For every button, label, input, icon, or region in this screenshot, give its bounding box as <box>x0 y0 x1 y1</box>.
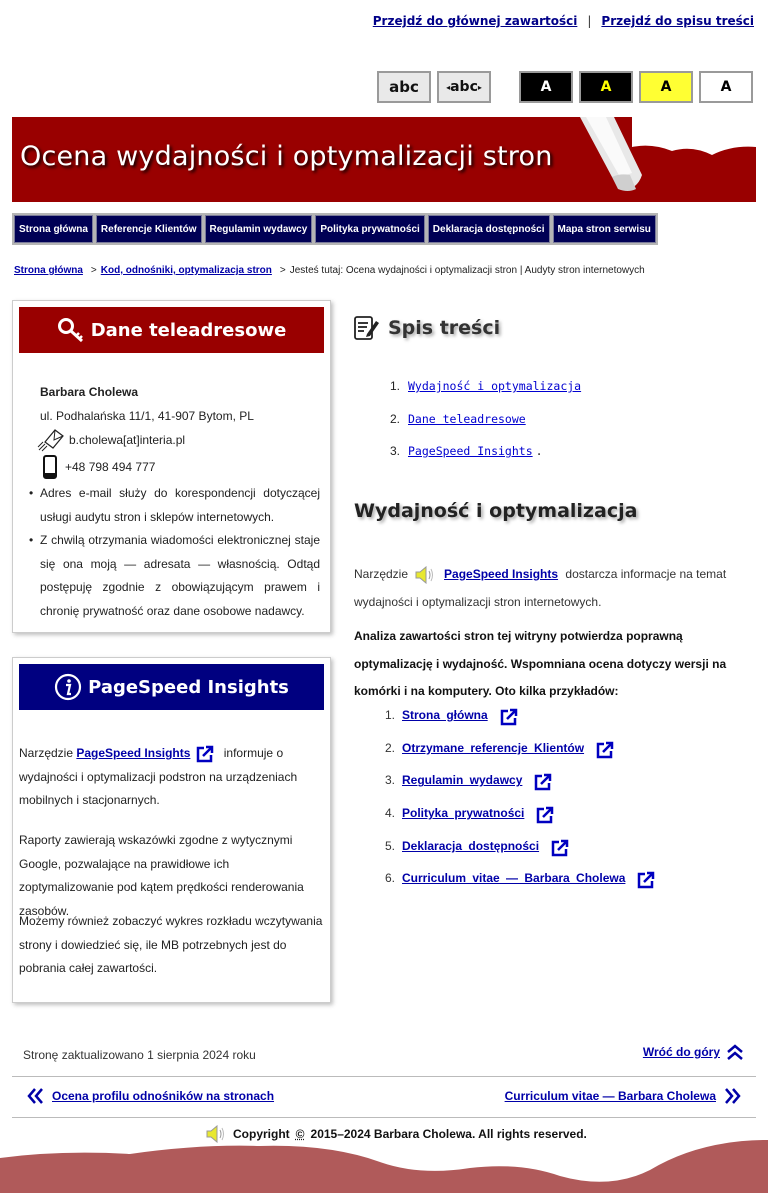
example-number: 3. <box>385 773 396 788</box>
nav-item-privacy[interactable]: Polityka prywatności <box>315 215 424 243</box>
phone-icon <box>43 455 57 479</box>
toc-number: 3. <box>390 444 401 458</box>
breadcrumb-home[interactable]: Strona główna <box>14 265 83 276</box>
key-icon <box>57 317 85 343</box>
accessibility-toolbar <box>377 71 753 103</box>
envelope-send-icon <box>37 428 65 452</box>
external-link-icon[interactable] <box>637 871 655 889</box>
examples-list <box>385 708 655 904</box>
example-number: 4. <box>385 806 396 821</box>
contact-notes <box>40 482 320 623</box>
breadcrumb-separator: > <box>90 265 97 276</box>
double-chevron-left-icon[interactable] <box>26 1087 44 1105</box>
example-link[interactable]: Regulamin wydawcy <box>402 773 523 788</box>
toc-item <box>390 444 581 477</box>
next-page-link[interactable]: Curriculum vitae — Barbara Cholewa <box>504 1089 716 1103</box>
pagespeed-box-title: PageSpeed Insights <box>88 676 289 698</box>
contact-phone <box>43 455 155 479</box>
footer-divider <box>12 1076 756 1077</box>
example-item <box>385 839 655 872</box>
copyright-label: Copyright <box>233 1127 290 1141</box>
example-number: 2. <box>385 740 396 755</box>
contrast-yellow-on-black-button[interactable] <box>579 71 633 103</box>
contact-note: • Z chwilą otrzymania wiadomości elektronicznej staje się ona moją — adresata — własnością. Odtąd postępuję zgodnie z obowiązującym prawem i chronię prywatność oraz dane osobowe nadawcy. <box>40 529 320 623</box>
back-to-top <box>643 1044 744 1060</box>
example-link[interactable]: Otrzymane referencje Klientów <box>402 740 585 755</box>
contact-address: ul. Podhalańska 11/1, 41-907 Bytom, PL <box>40 409 254 423</box>
copyright-text: 2015–2024 Barbara Cholewa. All rights reserved. <box>310 1127 587 1141</box>
toc-title: Spis treści <box>388 317 501 339</box>
pagespeed-box-header <box>19 664 324 710</box>
toc-suffix: . <box>535 444 543 458</box>
section-text: Narzędzie <box>354 567 409 581</box>
example-number: 1. <box>385 708 396 722</box>
letter-spacing-button[interactable] <box>437 71 491 103</box>
letter-spacing-label: abc <box>450 79 478 95</box>
external-link-icon[interactable] <box>551 839 569 857</box>
arrow-right-icon: ▸ <box>477 82 482 92</box>
header-banner <box>12 117 756 202</box>
external-link-icon[interactable] <box>534 773 552 791</box>
breadcrumb <box>14 265 645 276</box>
toc-heading <box>354 316 500 340</box>
pagespeed-paragraph: Możemy również zobaczyć wykres rozkładu wczytywania strony i dowiedzieć się, ile MB potrzebnych jest do pobrania całej zawartości. <box>19 914 323 975</box>
info-icon <box>54 673 82 701</box>
external-link-icon[interactable] <box>500 708 518 726</box>
pagespeed-paragraph <box>19 742 325 813</box>
footer-divider <box>12 1117 756 1118</box>
example-item <box>385 806 655 839</box>
section-heading: Wydajność i optymalizacja <box>354 500 638 522</box>
prev-page-link[interactable]: Ocena profilu odnośników na stronach <box>52 1089 275 1103</box>
skip-separator: | <box>587 14 592 28</box>
external-link-icon[interactable] <box>196 745 214 763</box>
nav-item-terms[interactable]: Regulamin wydawcy <box>205 215 313 243</box>
contrast-default-button[interactable] <box>699 71 753 103</box>
toc-item <box>390 379 581 412</box>
pagespeed-link[interactable]: PageSpeed Insights <box>76 746 191 760</box>
breadcrumb-current: Jesteś tutaj: Ocena wydajności i optymalizacji stron | Audyty stron internetowych <box>289 265 645 276</box>
example-item <box>385 708 655 741</box>
contact-note: • Adres e-mail służy do korespondencji dotyczącej usługi audytu stron i sklepów internetowych. <box>40 482 320 529</box>
contrast-label: A <box>540 79 552 95</box>
example-link[interactable]: Polityka prywatności <box>402 806 525 821</box>
notepad-pencil-icon <box>354 316 380 340</box>
nav-item-sitemap[interactable]: Mapa stron serwisu <box>553 215 656 243</box>
last-updated: Stronę zaktualizowano 1 sierpnia 2024 roku <box>23 1048 256 1062</box>
contact-phone-text: +48 798 494 777 <box>65 460 156 474</box>
double-chevron-up-icon[interactable] <box>726 1044 744 1060</box>
skip-links <box>373 14 754 28</box>
contact-email-text: b.cholewa[at]interia.pl <box>69 433 186 447</box>
example-number: 6. <box>385 871 396 886</box>
torn-paper-graphic <box>562 117 756 202</box>
nav-item-home[interactable]: Strona główna <box>14 215 93 243</box>
toc-link[interactable]: Wydajność i optymalizacja <box>408 379 582 393</box>
arrow-left-icon: ◂ <box>446 82 451 92</box>
section-analysis: Analiza zawartości stron tej witryny potwierdza poprawną optymalizację i wydajność. Wspomniana ocena dotyczy wersji na komórki i na komputery. Oto kilka przykładów: <box>354 629 727 698</box>
main-nav <box>12 213 658 245</box>
contact-box-title: Dane teleadresowe <box>90 319 287 341</box>
section-pagespeed-link[interactable]: PageSpeed Insights <box>444 567 559 581</box>
back-to-top-link[interactable]: Wróć do góry <box>642 1045 720 1059</box>
toc-link[interactable]: PageSpeed Insights <box>408 444 533 458</box>
contrast-label: A <box>600 79 612 95</box>
example-number: 5. <box>385 838 396 853</box>
font-size-button[interactable] <box>377 71 431 103</box>
pagespeed-text: informuje o wydajności i optymalizacji podstron na urządzeniach mobilnych i stacjonarnych. <box>19 746 298 807</box>
footer-wave-decoration <box>0 1140 768 1193</box>
contact-name: Barbara Cholewa <box>40 385 139 399</box>
skip-to-toc-link[interactable]: Przejdź do spisu treści <box>601 14 754 28</box>
contact-box-header <box>19 307 324 353</box>
copyright-symbol: © <box>295 1127 305 1141</box>
breadcrumb-separator: > <box>279 265 286 276</box>
font-size-label: abc <box>389 78 419 96</box>
toc-number: 2. <box>390 411 401 426</box>
example-link[interactable]: Deklaracja dostępności <box>402 838 540 853</box>
example-item <box>385 741 655 774</box>
nav-item-references[interactable]: Referencje Klientów <box>96 215 202 243</box>
pagespeed-text: Narzędzie <box>19 746 74 760</box>
contrast-label: A <box>660 79 672 95</box>
example-item <box>385 773 655 806</box>
contrast-white-on-black-button[interactable] <box>519 71 573 103</box>
example-link[interactable]: Strona główna <box>402 708 488 722</box>
section-text: dostarcza informacje na temat wydajności i optymalizacji stron internetowych. <box>354 567 727 609</box>
pagespeed-paragraph: Raporty zawierają wskazówki zgodne z wytycznymi Google, pozwalające na prawidłowe ich zoptymalizowanie pod kątem prędkości renderowania zasobów. <box>19 833 304 918</box>
contact-box <box>12 300 331 633</box>
next-page <box>505 1087 742 1105</box>
banner-title: Ocena wydajności i optymalizacji stron <box>20 141 553 172</box>
example-link[interactable]: Curriculum vitae — Barbara Cholewa <box>402 871 626 886</box>
example-item <box>385 871 655 904</box>
external-link-icon[interactable] <box>536 806 554 824</box>
double-chevron-right-icon[interactable] <box>724 1087 742 1105</box>
toc-list <box>390 379 581 477</box>
toc-item <box>390 412 581 445</box>
contact-email <box>37 428 185 452</box>
pagespeed-box <box>12 657 331 1003</box>
speaker-icon[interactable] <box>414 566 436 584</box>
nav-item-accessibility[interactable]: Deklaracja dostępności <box>428 215 550 243</box>
contrast-label: A <box>720 79 732 95</box>
skip-to-main-link[interactable]: Przejdź do głównej zawartości <box>372 14 578 28</box>
toc-number: 1. <box>390 379 401 393</box>
section-intro <box>354 560 754 616</box>
contrast-black-on-yellow-button[interactable] <box>639 71 693 103</box>
prev-page <box>26 1087 274 1105</box>
breadcrumb-parent[interactable]: Kod, odnośniki, optymalizacja stron <box>100 265 272 276</box>
toc-link[interactable]: Dane teleadresowe <box>408 411 526 426</box>
external-link-icon[interactable] <box>596 741 614 759</box>
